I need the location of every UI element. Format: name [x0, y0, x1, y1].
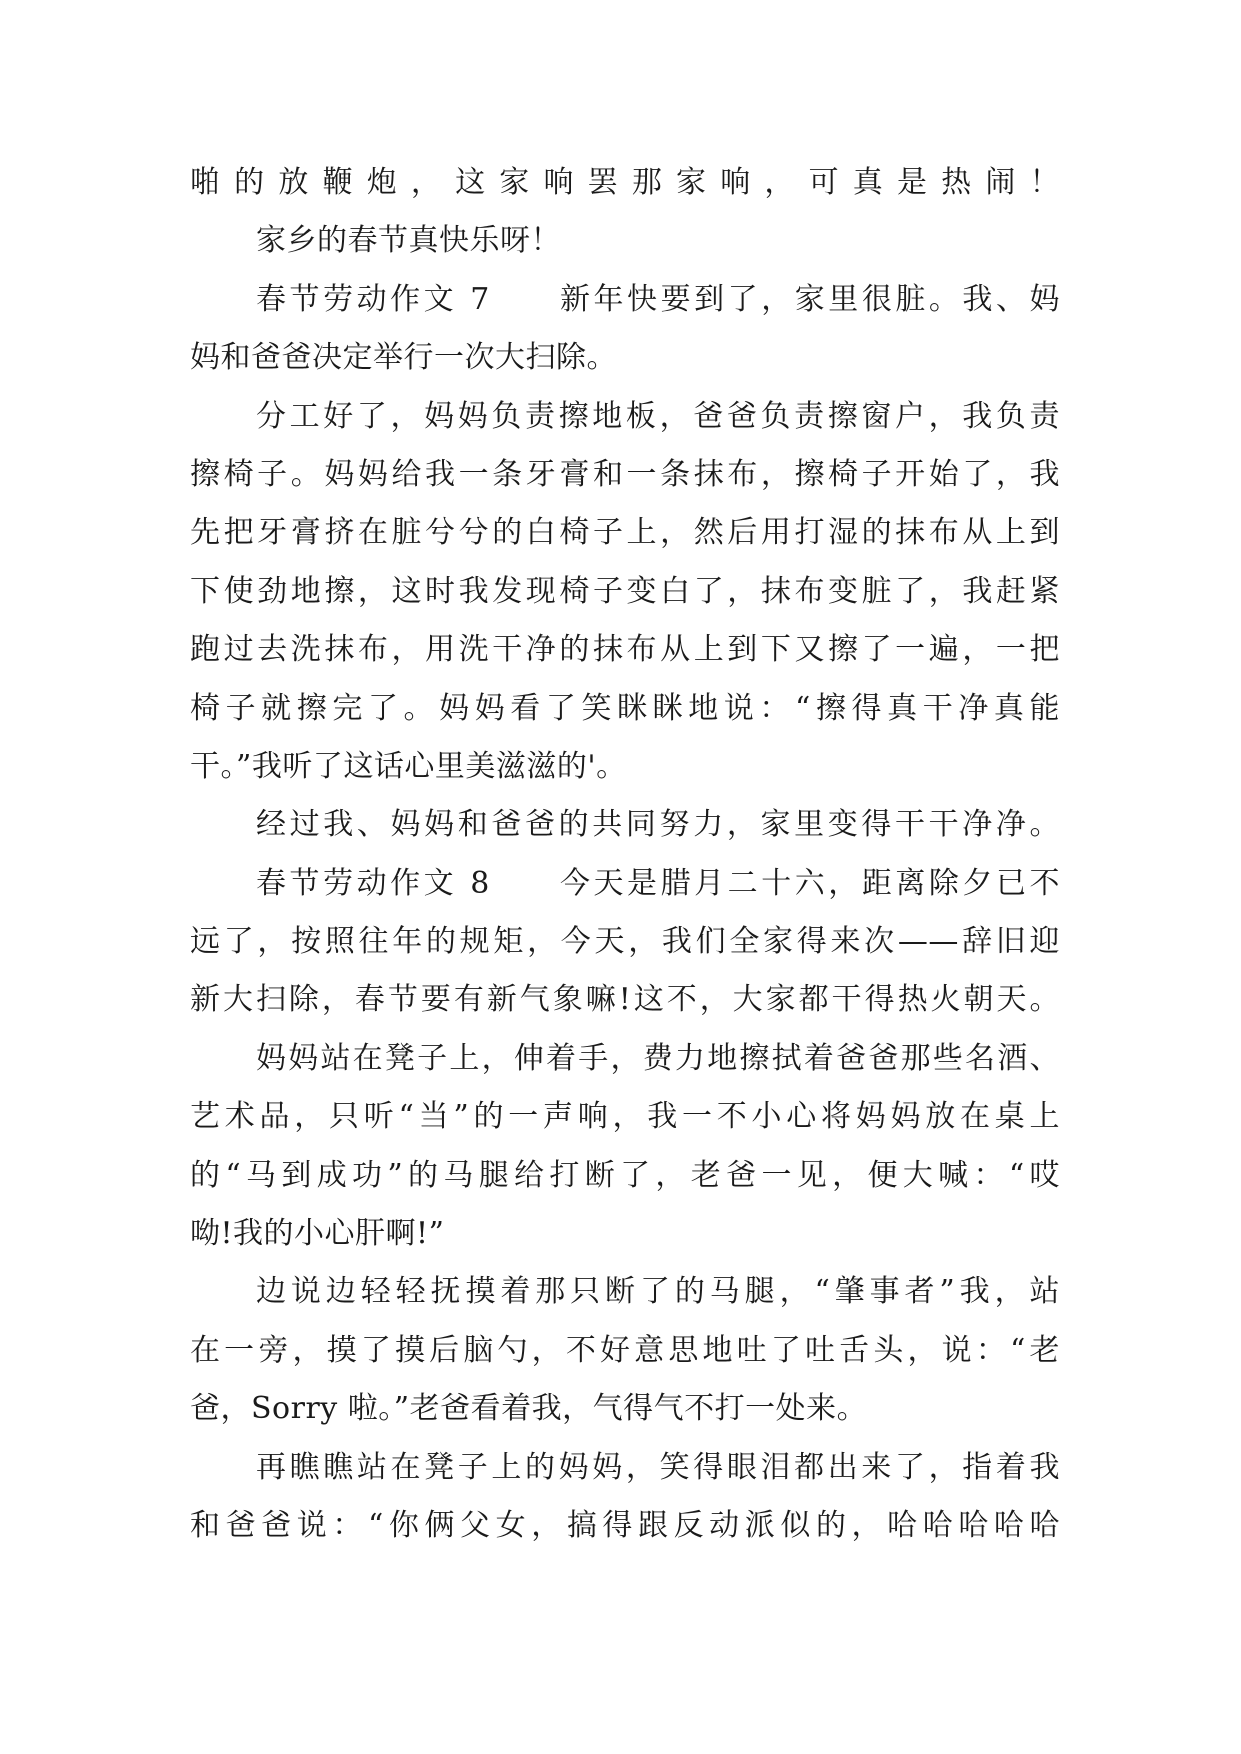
text-line: 家乡的春节真快乐呀！	[256, 223, 561, 259]
text-line: 先把牙膏挤在脏兮兮的白椅子上，然后用打湿的抹布从上到	[190, 515, 1060, 551]
text-line: 爸，Sorry 啦。”老爸看着我，气得气不打一处来。	[190, 1391, 868, 1427]
text-line: 春节劳动作文 7 新年快要到了，家里很脏。我、妈	[256, 281, 1060, 317]
essay-text	[190, 154, 1060, 1555]
text-line: 在一旁，摸了摸后脑勺，不好意思地吐了吐舌头，说：“老	[190, 1332, 1060, 1368]
text-line: 的“马到成功”的马腿给打断了，老爸一见，便大喊：“哎	[190, 1157, 1060, 1193]
text-line: 边说边轻轻抚摸着那只断了的马腿，“肇事者”我，站	[256, 1274, 1060, 1310]
text-line: 干。”我听了这话心里美滋滋的'。	[190, 748, 627, 784]
text-line: 艺术品，只听“当”的一声响，我一不小心将妈妈放在桌上	[190, 1099, 1060, 1135]
text-line: 妈和爸爸决定举行一次大扫除。	[190, 340, 617, 376]
text-line: 经过我、妈妈和爸爸的共同努力，家里变得干干净净。	[256, 807, 1060, 843]
text-line: 妈妈站在凳子上，伸着手，费力地擦拭着爸爸那些名酒、	[256, 1040, 1060, 1076]
text-line: 春节劳动作文 8 今天是腊月二十六，距离除夕已不	[256, 865, 1060, 901]
text-line: 远了，按照往年的规矩，今天，我们全家得来次——辞旧迎	[190, 924, 1060, 960]
text-line: 擦椅子。妈妈给我一条牙膏和一条抹布，擦椅子开始了，我	[190, 456, 1060, 492]
text-line: 和爸爸说：“你俩父女，搞得跟反动派似的，哈哈哈哈哈	[190, 1507, 1060, 1543]
text-line: 椅子就擦完了。妈妈看了笑眯眯地说：“擦得真干净真能	[190, 690, 1060, 726]
text-line: 分工好了，妈妈负责擦地板，爸爸负责擦窗户，我负责	[256, 398, 1060, 434]
text-line: 下使劲地擦，这时我发现椅子变白了，抹布变脏了，我赶紧	[190, 573, 1060, 609]
text-line: 再瞧瞧站在凳子上的妈妈，笑得眼泪都出来了，指着我	[256, 1449, 1060, 1485]
text-line: 啪的放鞭炮，这家响罢那家响，可真是热闹！	[190, 165, 1060, 200]
text-line: 新大扫除，春节要有新气象嘛!这不，大家都干得热火朝天。	[190, 982, 1060, 1018]
text-line: 呦!我的小心肝啊!”	[190, 1216, 445, 1252]
text-line: 跑过去洗抹布，用洗干净的抹布从上到下又擦了一遍，一把	[190, 632, 1060, 668]
